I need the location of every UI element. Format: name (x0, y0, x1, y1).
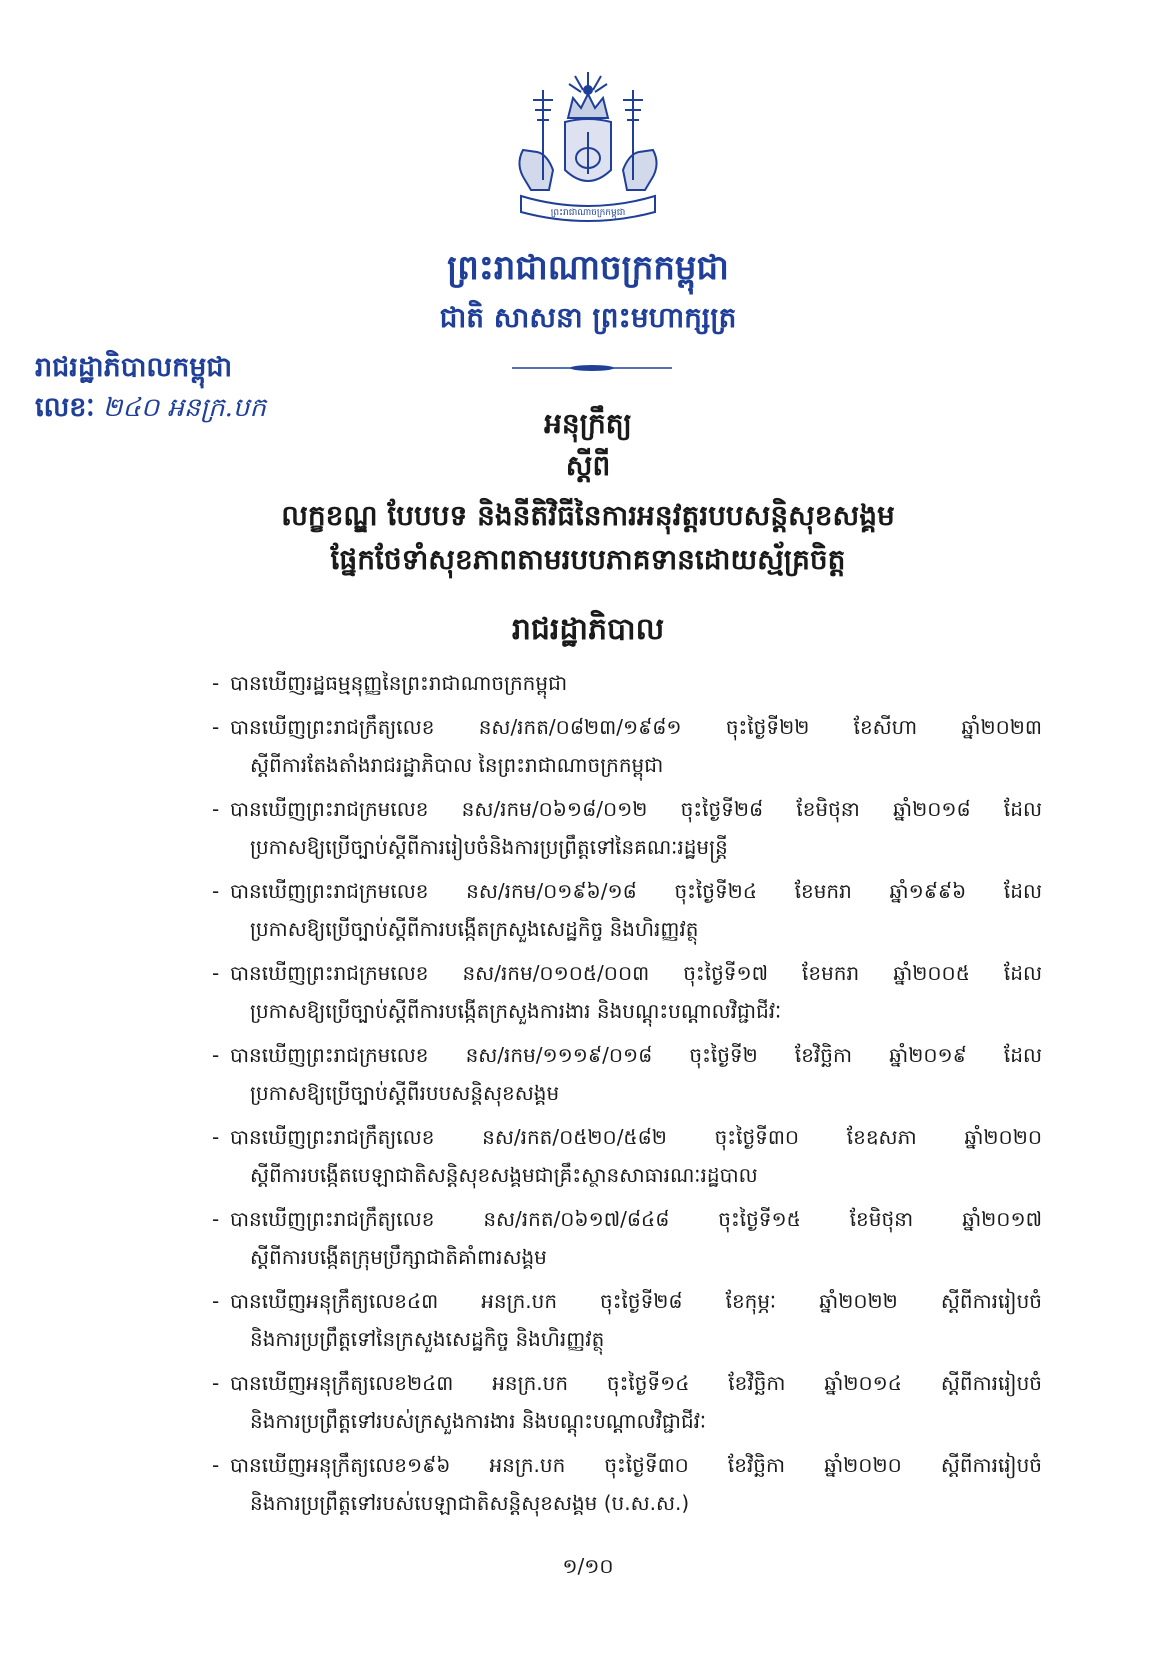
document-number-value: ២៤០ អនក្រ.បក (102, 393, 266, 423)
list-item: - បានឃើញព្រះរាជក្រមលេខ នស/រកម/១១១៩/០១៨ ចុះថ្ងៃទី២ ខែវិច្ឆិកា ឆ្នាំ២០១៩ ដែល ប្រកាសឱ្យប្រើច្បាប់ស្តីពីរបបសន្តិសុខសង្គម (212, 1036, 1042, 1112)
list-item: - បានឃើញរដ្ឋធម្មនុញ្ញនៃព្រះរាជាណាចក្រកម្ពុជា (212, 664, 1042, 702)
list-item: - បានឃើញព្រះរាជក្រឹត្យលេខ នស/រកត/០៥២០/៥៨២ ចុះថ្ងៃទី៣០ ខែឧសភា ឆ្នាំ២០២០ ស្តីពីការបង្កើតបេឡាជាតិសន្តិសុខសង្គមជាគ្រឹះស្ថានសាធារណៈរដ្ឋបាល (212, 1118, 1042, 1194)
government-heading: រាជរដ្ឋាភិបាល (511, 612, 665, 647)
royal-emblem-icon (503, 70, 673, 230)
list-item: - បានឃើញអនុក្រឹត្យលេខ៤៣ អនក្រ.បក ចុះថ្ងៃទី២៨ ខែកុម្ភៈ ឆ្នាំ២០២២ ស្តីពីការរៀបចំ និងការប្រព្រឹត្តទៅនៃក្រសួងសេដ្ឋកិច្ច និងហិរញ្ញវត្ថុ (212, 1282, 1042, 1358)
list-item: - បានឃើញព្រះរាជក្រឹត្យលេខ នស/រកត/០៨២៣/១៩៨១ ចុះថ្ងៃទី២២ ខែសីហា ឆ្នាំ២០២៣ ស្តីពីការតែងតាំងរាជរដ្ឋាភិបាល នៃព្រះរាជាណាចក្រកម្ពុជា (212, 708, 1042, 784)
header-divider (512, 362, 672, 374)
decree-type: អនុក្រឹត្យ (544, 407, 632, 440)
decree-subject-line-2: ផ្នែកថែទាំសុខភាពតាមរបបភាគទានដោយស្ម័គ្រចិត្ត (330, 543, 846, 576)
decree-title-block (0, 404, 1176, 582)
list-item: - បានឃើញព្រះរាជក្រមលេខ នស/រកម/០១៩៦/១៨ ចុះថ្ងៃទី២៤ ខែមករា ឆ្នាំ១៩៩៦ ដែល ប្រកាសឱ្យប្រើច្បាប់ស្តីពីការបង្កើតក្រសួងសេដ្ឋកិច្ច និងហិរញ្ញវត្ថុ (212, 872, 1042, 948)
list-item: - បានឃើញអនុក្រឹត្យលេខ២៤៣ អនក្រ.បក ចុះថ្ងៃទី១៤ ខែវិច្ឆិកា ឆ្នាំ២០១៤ ស្តីពីការរៀបចំ និងការប្រព្រឹត្តទៅរបស់ក្រសួងការងារ និងបណ្តុះបណ្តាលវិជ្ជាជីវៈ (212, 1364, 1042, 1440)
list-item: - បានឃើញព្រះរាជក្រមលេខ នស/រកម/០៦១៨/០១២ ចុះថ្ងៃទី២៨ ខែមិថុនា ឆ្នាំ២០១៨ ដែល ប្រកាសឱ្យប្រើច្បាប់ស្តីពីការរៀបចំនិងការប្រព្រឹត្តទៅនៃគណៈរដ្ឋមន្ត្រី (212, 790, 1042, 866)
list-item: - បានឃើញព្រះរាជក្រឹត្យលេខ នស/រកត/០៦១៧/៨៤៨ ចុះថ្ងៃទី១៥ ខែមិថុនា ឆ្នាំ២០១៧ ស្តីពីការបង្កើតក្រុមប្រឹក្សាជាតិគាំពារសង្គម (212, 1200, 1042, 1276)
list-item: - បានឃើញអនុក្រឹត្យលេខ១៩៦ អនក្រ.បក ចុះថ្ងៃទី៣០ ខែវិច្ឆិកា ឆ្នាំ២០២០ ស្តីពីការរៀបចំ និងការប្រព្រឹត្តទៅរបស់បេឡាជាតិសន្តិសុខសង្គម (ប.ស.ស.) (212, 1446, 1042, 1522)
emblem-banner-text: ព្រះរាជាណាចក្រកម្ពុជា (550, 208, 626, 218)
list-item: - បានឃើញព្រះរាជក្រមលេខ នស/រកម/០១០៥/០០៣ ចុះថ្ងៃទី១៧ ខែមករា ឆ្នាំ២០០៥ ដែល ប្រកាសឱ្យប្រើច្បាប់ស្តីពីការបង្កើតក្រសួងការងារ និងបណ្តុះបណ្តាលវិជ្ជាជីវៈ (212, 954, 1042, 1030)
document-number-label: លេខៈ (35, 392, 95, 423)
decree-about: ស្តីពី (565, 449, 611, 482)
references-list (212, 664, 1042, 1528)
kingdom-motto: ជាតិ សាសនា ព្រះមហាក្សត្រ (439, 301, 737, 334)
decree-subject-line-1: លក្ខខណ្ឌ បែបបទ និងនីតិវិធីនៃការអនុវត្តរបបសន្តិសុខសង្គម (281, 499, 895, 532)
page-number: ១/១០ (562, 1554, 614, 1578)
issuer-government: រាជរដ្ឋាភិបាលកម្ពុជា (35, 352, 233, 383)
kingdom-title: ព្រះរាជាណាចក្រកម្ពុជា (447, 248, 729, 288)
